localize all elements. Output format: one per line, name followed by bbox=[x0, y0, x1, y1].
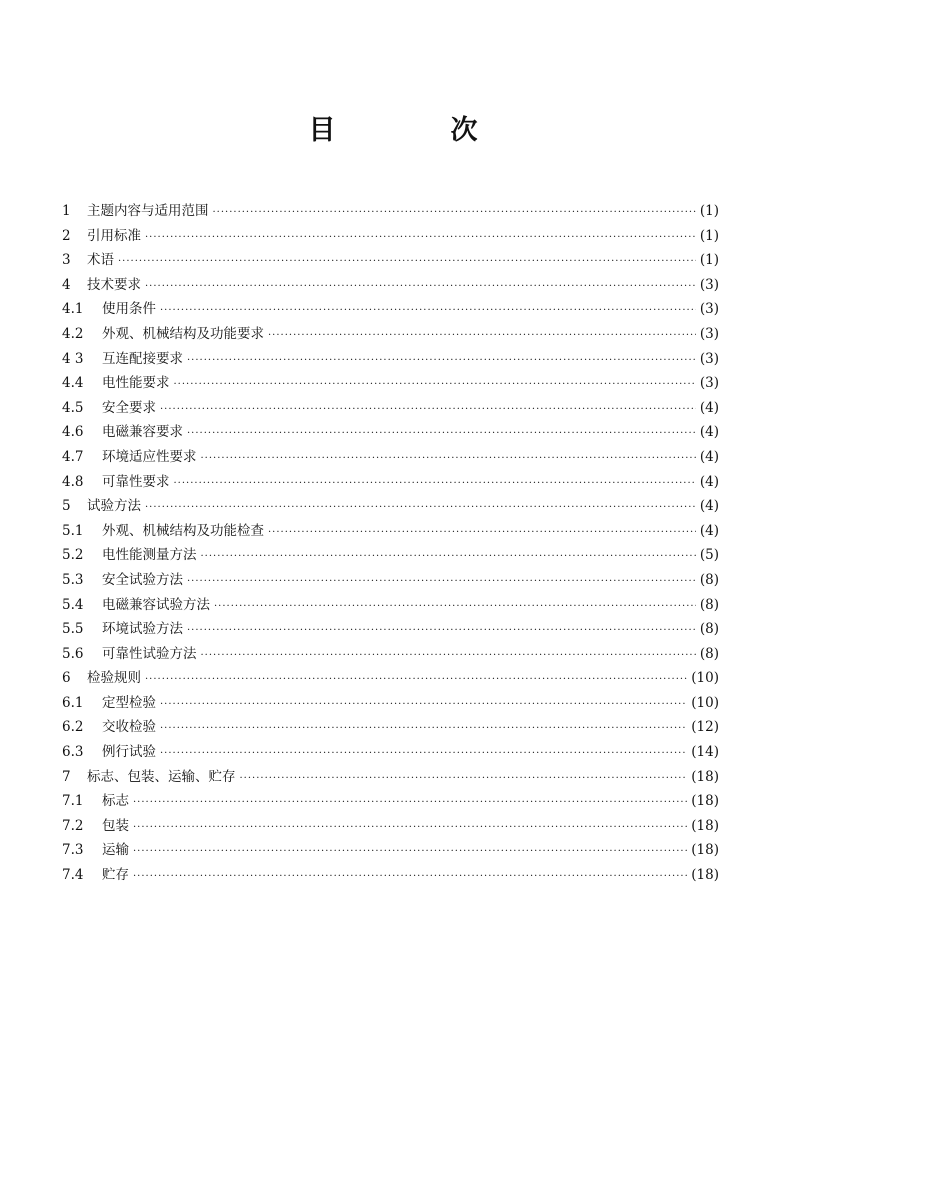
toc-entry-title: 互连配接要求 bbox=[102, 350, 183, 367]
toc-entry-number: 5.3 bbox=[62, 571, 84, 588]
toc-entry-title: 电磁兼容试验方法 bbox=[102, 596, 210, 613]
toc-entry-page: (4) bbox=[699, 498, 719, 515]
toc-entry-title: 引用标准 bbox=[87, 227, 141, 244]
toc-dot-leader bbox=[268, 330, 696, 341]
toc-entry-title: 外观、机械结构及功能要求 bbox=[102, 325, 264, 342]
toc-entry-number: 4.6 bbox=[62, 424, 84, 441]
toc-entry-page: (3) bbox=[699, 375, 719, 392]
toc-dot-leader bbox=[133, 797, 687, 808]
toc-entry[interactable] bbox=[62, 617, 719, 642]
toc-entry-number: 7.1 bbox=[62, 793, 84, 810]
toc-dot-leader bbox=[187, 576, 696, 587]
toc-dot-leader bbox=[187, 355, 696, 366]
toc-entry-title: 运输 bbox=[102, 842, 129, 859]
toc-entry[interactable] bbox=[62, 273, 719, 298]
toc-entry[interactable] bbox=[62, 445, 719, 470]
toc-entry-page: (14) bbox=[691, 744, 719, 761]
toc-entry-number: 6 bbox=[62, 670, 71, 687]
toc-entry-number: 5.4 bbox=[62, 596, 84, 613]
toc-entry-number: 4.1 bbox=[62, 301, 84, 318]
toc-entry[interactable] bbox=[62, 396, 719, 421]
toc-entry-number: 5.2 bbox=[62, 547, 84, 564]
toc-dot-leader bbox=[160, 748, 687, 759]
toc-entry-page: (4) bbox=[699, 448, 719, 465]
toc-entry-number: 7.4 bbox=[62, 867, 84, 884]
toc-entry[interactable] bbox=[62, 789, 719, 814]
toc-entry[interactable] bbox=[62, 224, 719, 249]
toc-entry-title: 电磁兼容要求 bbox=[102, 424, 183, 441]
toc-entry[interactable] bbox=[62, 740, 719, 765]
toc-entry-number: 1 bbox=[62, 203, 71, 219]
toc-entry[interactable] bbox=[62, 322, 719, 347]
toc-entry-title: 标志、包装、运输、贮存 bbox=[87, 768, 236, 785]
toc-dot-leader bbox=[213, 207, 696, 218]
toc-entry-number: 5.5 bbox=[62, 621, 84, 638]
toc-dot-leader bbox=[240, 773, 688, 784]
toc-entry[interactable] bbox=[62, 838, 719, 863]
toc-dot-leader bbox=[201, 453, 696, 464]
toc-dot-leader bbox=[201, 551, 696, 562]
toc-entry-page: (10) bbox=[691, 670, 719, 687]
toc-entry-number: 4.8 bbox=[62, 473, 84, 490]
toc-entry-page: (1) bbox=[699, 252, 719, 269]
toc-entry[interactable] bbox=[62, 347, 719, 372]
toc-entry-number: 5.1 bbox=[62, 522, 84, 539]
toc-entry-title: 电性能测量方法 bbox=[102, 547, 197, 564]
toc-dot-leader bbox=[187, 428, 696, 439]
toc-dot-leader bbox=[187, 625, 696, 636]
toc-entry[interactable] bbox=[62, 494, 719, 519]
toc-dot-leader bbox=[145, 674, 687, 685]
toc-dot-leader bbox=[268, 527, 696, 538]
toc-entry-number: 6.2 bbox=[62, 719, 84, 736]
toc-entry-page: (18) bbox=[691, 842, 719, 859]
toc-entry-page: (8) bbox=[699, 596, 719, 613]
toc-dot-leader bbox=[160, 723, 687, 734]
toc-entry-title: 环境适应性要求 bbox=[102, 448, 197, 465]
toc-entry[interactable] bbox=[62, 199, 719, 224]
toc-entry-page: (4) bbox=[699, 399, 719, 416]
toc-entry-number: 7 bbox=[62, 768, 71, 785]
toc-entry-page: (4) bbox=[699, 424, 719, 441]
toc-entry-number: 4.4 bbox=[62, 375, 84, 392]
toc-entry-page: (1) bbox=[699, 203, 719, 219]
toc-dot-leader bbox=[201, 650, 696, 661]
toc-entry-title: 外观、机械结构及功能检查 bbox=[102, 522, 264, 539]
toc-entry-number: 4.7 bbox=[62, 448, 84, 465]
toc-entry[interactable] bbox=[62, 470, 719, 495]
toc-entry-title: 技术要求 bbox=[87, 276, 141, 293]
toc-entry-title: 包装 bbox=[102, 817, 129, 834]
toc-entry-page: (12) bbox=[691, 719, 719, 736]
toc-entry-number: 2 bbox=[62, 227, 71, 244]
toc-entry[interactable] bbox=[62, 420, 719, 445]
toc-entry-title: 例行试验 bbox=[102, 744, 156, 761]
toc-entry-page: (3) bbox=[699, 350, 719, 367]
toc-entry-title: 电性能要求 bbox=[102, 375, 170, 392]
toc-dot-leader bbox=[160, 699, 687, 710]
toc-entry[interactable] bbox=[62, 863, 719, 888]
toc-entry-page: (18) bbox=[691, 867, 719, 884]
toc-entry[interactable] bbox=[62, 297, 719, 322]
toc-entry-title: 可靠性要求 bbox=[102, 473, 170, 490]
toc-dot-leader bbox=[145, 502, 696, 513]
toc-dot-leader bbox=[118, 256, 696, 267]
toc-dot-leader bbox=[174, 478, 696, 489]
toc-entry-page: (5) bbox=[699, 547, 719, 564]
toc-entry-title: 安全要求 bbox=[102, 399, 156, 416]
toc-entry-page: (3) bbox=[699, 301, 719, 318]
toc-entry[interactable] bbox=[62, 666, 719, 691]
toc-entry[interactable] bbox=[62, 691, 719, 716]
toc-entry[interactable] bbox=[62, 371, 719, 396]
toc-entry-number: 4 bbox=[62, 276, 71, 293]
toc-entry-page: (1) bbox=[699, 227, 719, 244]
toc-entry[interactable] bbox=[62, 519, 719, 544]
toc-entry-number: 5 bbox=[62, 498, 71, 515]
table-of-contents bbox=[62, 199, 719, 888]
toc-entry-title: 使用条件 bbox=[102, 301, 156, 318]
toc-entry-number: 4.5 bbox=[62, 399, 84, 416]
page-title: 目 次 bbox=[308, 115, 522, 146]
toc-dot-leader bbox=[160, 305, 696, 316]
toc-entry-title: 试验方法 bbox=[87, 498, 141, 515]
toc-entry-page: (3) bbox=[699, 276, 719, 293]
toc-dot-leader bbox=[133, 871, 687, 882]
toc-dot-leader bbox=[133, 822, 687, 833]
toc-entry[interactable] bbox=[62, 765, 719, 790]
toc-entry-page: (18) bbox=[691, 817, 719, 834]
toc-entry[interactable] bbox=[62, 715, 719, 740]
toc-dot-leader bbox=[214, 601, 696, 612]
toc-entry-number: 6.3 bbox=[62, 744, 84, 761]
toc-entry-title: 环境试验方法 bbox=[102, 621, 183, 638]
toc-entry-title: 检验规则 bbox=[87, 670, 141, 687]
toc-entry-title: 术语 bbox=[87, 252, 114, 269]
toc-dot-leader bbox=[160, 404, 696, 415]
toc-entry-number: 3 bbox=[62, 252, 71, 269]
toc-entry-number: 7.2 bbox=[62, 817, 84, 834]
toc-entry[interactable] bbox=[62, 814, 719, 839]
toc-entry-title: 定型检验 bbox=[102, 694, 156, 711]
toc-entry-page: (4) bbox=[699, 522, 719, 539]
toc-dot-leader bbox=[133, 846, 687, 857]
toc-entry-page: (8) bbox=[699, 571, 719, 588]
toc-entry[interactable] bbox=[62, 642, 719, 667]
toc-entry-number: 4 3 bbox=[62, 350, 84, 367]
toc-entry-title: 可靠性试验方法 bbox=[102, 645, 197, 662]
toc-entry-title: 贮存 bbox=[102, 867, 129, 884]
toc-dot-leader bbox=[145, 232, 696, 243]
toc-entry-title: 交收检验 bbox=[102, 719, 156, 736]
toc-entry-page: (8) bbox=[699, 645, 719, 662]
toc-entry-page: (3) bbox=[699, 325, 719, 342]
toc-entry[interactable] bbox=[62, 593, 719, 618]
toc-dot-leader bbox=[174, 379, 696, 390]
toc-entry-page: (18) bbox=[691, 793, 719, 810]
toc-entry[interactable] bbox=[62, 248, 719, 273]
toc-entry-page: (18) bbox=[691, 768, 719, 785]
toc-entry[interactable] bbox=[62, 568, 719, 593]
toc-dot-leader bbox=[145, 281, 696, 292]
toc-entry-number: 7.3 bbox=[62, 842, 84, 859]
toc-entry-number: 5.6 bbox=[62, 645, 84, 662]
toc-entry-page: (4) bbox=[699, 473, 719, 490]
toc-entry-title: 标志 bbox=[102, 793, 129, 810]
toc-entry[interactable] bbox=[62, 543, 719, 568]
toc-entry-title: 安全试验方法 bbox=[102, 571, 183, 588]
toc-entry-title: 主题内容与适用范围 bbox=[87, 203, 209, 219]
toc-entry-number: 6.1 bbox=[62, 694, 84, 711]
toc-entry-page: (10) bbox=[691, 694, 719, 711]
toc-entry-number: 4.2 bbox=[62, 325, 84, 342]
toc-entry-page: (8) bbox=[699, 621, 719, 638]
